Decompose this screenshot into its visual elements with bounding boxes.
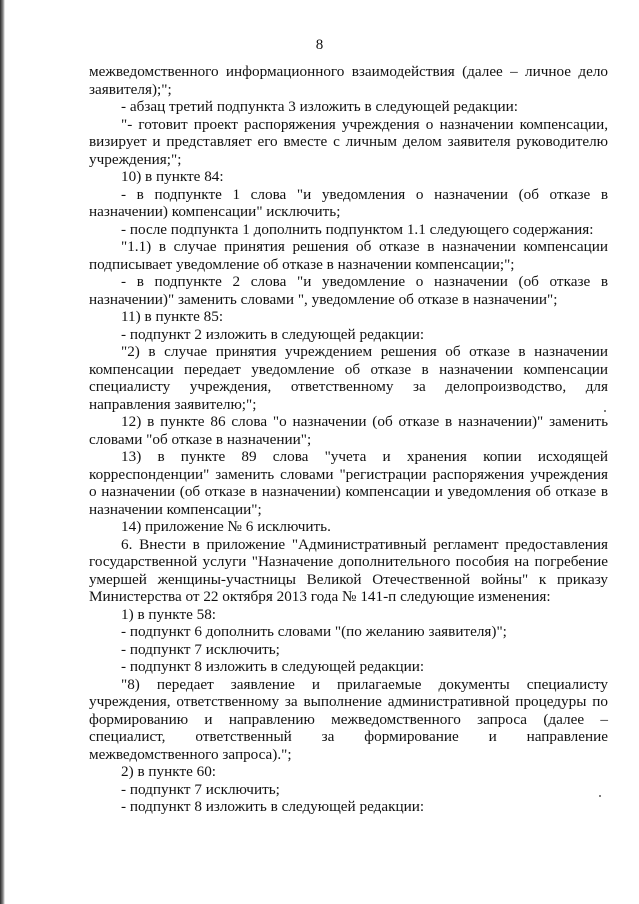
paragraph: межведомственного информационного взаимодействия (далее – личное дело заявителя);"; bbox=[89, 63, 608, 98]
paragraph: "8) передает заявление и прилагаемые документы специалисту учреждения, ответственному за выполнение административной процедуры по формированию и направлению межведомственного запроса (далее – специалист, ответственный за формирование и направление межведомственного запроса)."; bbox=[89, 675, 608, 763]
paragraph: 10) в пункте 84: bbox=[121, 168, 224, 185]
paragraph: 6. Внести в приложение "Административный регламент предоставления государственной услуги "Назначение дополнительного пособия на погребение умершей женщины-участницы Великой Отечественной войны" к приказу Министерства от 22 октября 2013 года № 141-п следующие изменения: bbox=[89, 535, 608, 605]
paragraph: 13) в пункте 89 слова "учета и хранения копии исходящей корреспонденции" заменить словами "регистрации распоряжения учреждения о назначении (об отказе в назначении) компенсации и уведомления об отказе в назначении компенсации"; bbox=[89, 448, 608, 518]
document-body bbox=[89, 63, 608, 816]
scan-left-edge bbox=[0, 0, 5, 904]
paragraph: - в подпункте 2 слова "и уведомление о назначении (об отказе в назначении)" заменить словами ", уведомление об отказе в назначении"; bbox=[89, 273, 608, 308]
paragraph: "1.1) в случае принятия решения об отказе в назначении компенсации подписывает уведомление об отказе в назначении компенсации;"; bbox=[89, 238, 608, 273]
paragraph: - после подпункта 1 дополнить подпунктом 1.1 следующего содержания: bbox=[121, 220, 594, 238]
paragraph: - подпункт 8 изложить в следующей редакции: bbox=[121, 658, 425, 675]
paragraph: 11) в пункте 85: bbox=[121, 308, 224, 325]
paragraph: - подпункт 7 исключить; bbox=[121, 640, 280, 658]
paragraph: - подпункт 7 исключить; bbox=[121, 780, 280, 798]
paragraph: 12) в пункте 86 слова "о назначении (об отказе в назначении)" заменить словами "об отказе в назначении"; bbox=[89, 413, 608, 448]
paragraph: - абзац третий подпункта 3 изложить в следующей редакции: bbox=[121, 98, 518, 115]
paragraph: "- готовит проект распоряжения учреждения о назначении компенсации, визирует и представляет его вместе с личным делом заявителя руководителю учреждения;"; bbox=[89, 115, 608, 168]
paragraph: 2) в пункте 60: bbox=[121, 763, 217, 780]
page-number: 8 bbox=[315, 37, 324, 53]
paragraph: 14) приложение № 6 исключить. bbox=[121, 518, 331, 535]
paragraph: - в подпункте 1 слова "и уведомления о назначении (об отказе в назначении) компенсации" исключить; bbox=[89, 185, 608, 220]
paragraph: - подпункт 2 изложить в следующей редакции: bbox=[121, 325, 425, 343]
paragraph: "2) в случае принятия учреждением решения об отказе в назначении компенсации передает уведомление об отказе в назначении компенсации специалисту учреждения, ответственному за делопроизводство, для направления заявителю;"; bbox=[89, 343, 608, 413]
paragraph: - подпункт 6 дополнить словами "(по желанию заявителя)"; bbox=[121, 623, 507, 640]
paragraph: 1) в пункте 58: bbox=[121, 605, 217, 623]
paragraph: - подпункт 8 изложить в следующей редакции: bbox=[121, 798, 425, 815]
